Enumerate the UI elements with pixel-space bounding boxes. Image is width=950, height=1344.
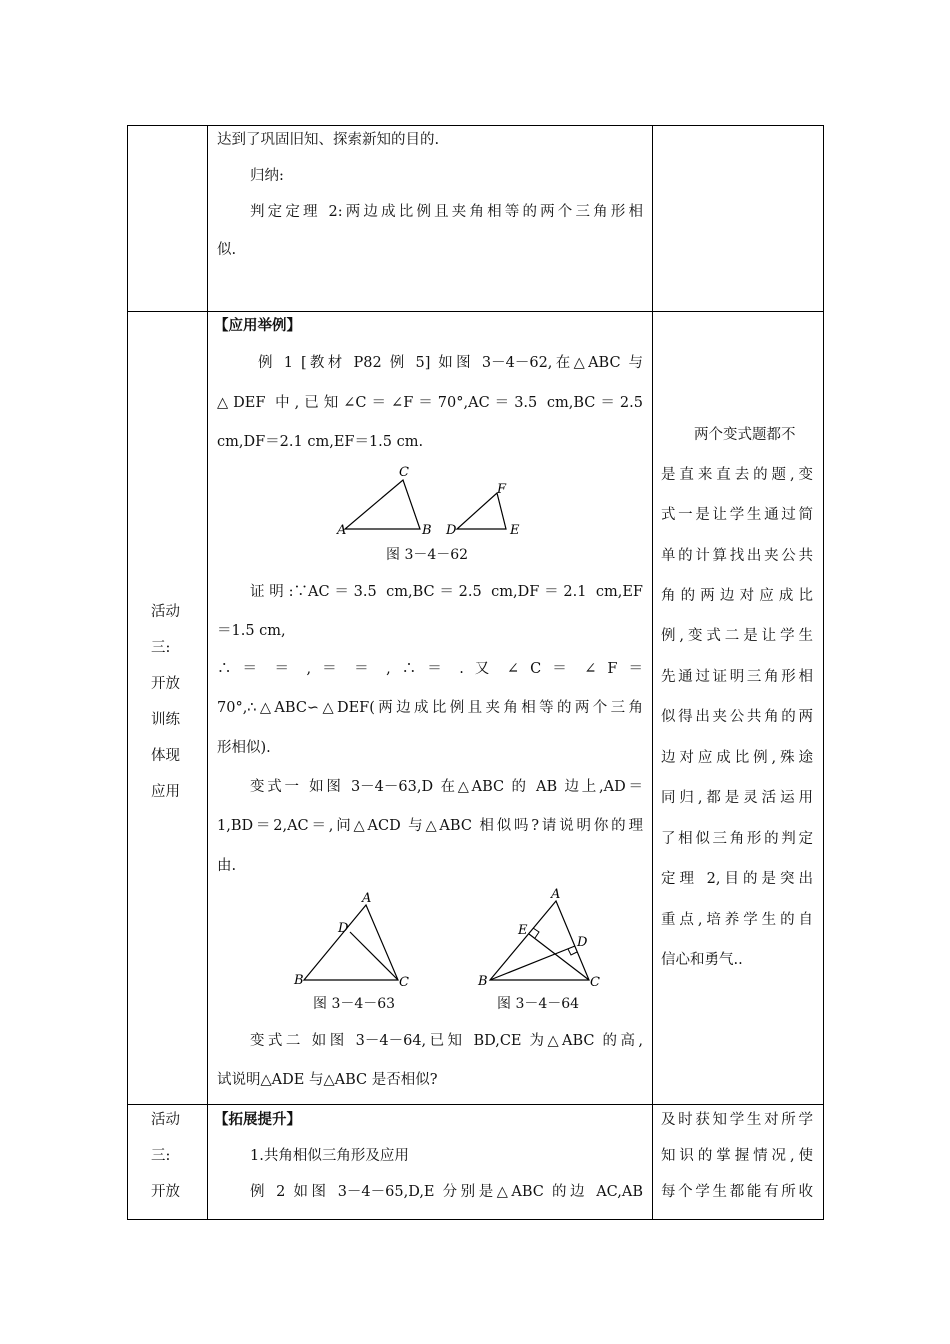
row3-line-1: 1.共角相似三角形及应用 bbox=[250, 1148, 409, 1164]
activity-label-line: 活动 bbox=[151, 1112, 180, 1128]
figure-3-4-64 bbox=[474, 884, 604, 996]
variant1-line-1: 变式一 如图 3－4－63,D 在△ABC 的 AB 边上,AD＝ bbox=[250, 779, 643, 795]
note-line: 了相似三角形的判定 bbox=[661, 831, 813, 847]
triangle-abc bbox=[304, 905, 398, 980]
table-row-divider-1 bbox=[127, 311, 824, 312]
note-line: 同归,都是灵活运用 bbox=[661, 790, 813, 806]
label-d: D bbox=[577, 935, 588, 950]
section-heading-extension: 【拓展提升】 bbox=[214, 1111, 301, 1128]
table-border-bottom bbox=[127, 1219, 824, 1220]
activity-label-line: 体现 bbox=[151, 748, 180, 764]
proof-line-2: ＝1.5 cm, bbox=[217, 623, 286, 639]
label-c: C bbox=[590, 975, 600, 990]
label-a: A bbox=[337, 523, 347, 538]
activity-label-line: 活动 bbox=[151, 604, 180, 620]
row1-line-3: 判定定理 2:两边成比例且夹角相等的两个三角形相 bbox=[250, 204, 643, 220]
note-line: 两个变式题都不 bbox=[694, 427, 796, 443]
row3-line-2: 例 2 如图 3－4－65,D,E 分别是△ABC 的边 AC,AB bbox=[250, 1184, 643, 1200]
label-d: D bbox=[446, 523, 457, 538]
activity-label-line: 三: bbox=[151, 1148, 171, 1164]
table-col-divider-1 bbox=[207, 125, 208, 1220]
label-f: F bbox=[497, 482, 507, 497]
activity-label-line: 三: bbox=[151, 640, 171, 656]
proof-line-1: 证明:∵AC＝3.5 cm,BC＝2.5 cm,DF＝2.1 cm,EF bbox=[250, 584, 643, 600]
figure-3-4-62 bbox=[335, 462, 535, 542]
note-line: 角的两边对应成比 bbox=[661, 588, 813, 604]
note-line: 是直来直去的题,变 bbox=[661, 467, 813, 483]
note-line: 知识的掌握情况,使 bbox=[661, 1148, 813, 1164]
note-line: 单的计算找出夹公共 bbox=[661, 548, 813, 564]
note-line: 边对应成比例,殊途 bbox=[661, 750, 813, 766]
triangle-abc bbox=[345, 480, 420, 529]
variant1-line-3: 由. bbox=[217, 858, 237, 874]
label-a: A bbox=[551, 887, 561, 902]
right-angle-mark-d bbox=[568, 949, 577, 955]
label-d: D bbox=[338, 921, 349, 936]
note-line: 先通过证明三角形相 bbox=[661, 669, 813, 685]
note-line: 重点,培养学生的自 bbox=[661, 912, 813, 928]
activity-label-line: 开放 bbox=[151, 1184, 180, 1200]
example1-line-3: cm,DF＝2.1 cm,EF＝1.5 cm. bbox=[217, 434, 424, 450]
table-row-divider-2 bbox=[127, 1104, 824, 1105]
proof-line-3: ∴ ＝ ＝ , ＝ ＝ , ∴ ＝ . 又 ∠ C ＝ ∠ F ＝ bbox=[217, 661, 643, 677]
label-c: C bbox=[399, 975, 409, 990]
note-line: 信心和勇气.. bbox=[661, 952, 743, 968]
activity-label-line: 应用 bbox=[151, 784, 180, 800]
right-angle-mark-e bbox=[533, 928, 539, 938]
table-border-left bbox=[127, 125, 128, 1220]
segment-be bbox=[490, 946, 575, 980]
table-border-top bbox=[127, 125, 824, 126]
example1-line-2: △DEF 中,已知∠C＝∠F＝70°,AC＝3.5 cm,BC＝2.5 bbox=[217, 395, 643, 411]
label-a: A bbox=[362, 891, 372, 906]
activity-label-line: 训练 bbox=[151, 712, 180, 728]
label-b: B bbox=[422, 523, 432, 538]
note-line: 每个学生都能有所收 bbox=[661, 1184, 813, 1200]
segment-cd bbox=[350, 932, 398, 980]
proof-line-5: 形相似). bbox=[217, 740, 271, 756]
row1-line-1: 达到了巩固旧知、探索新知的目的. bbox=[217, 132, 440, 148]
note-line: 似得出夹公共角的两 bbox=[661, 709, 813, 725]
proof-line-4: 70°,∴△ABC∽△DEF(两边成比例且夹角相等的两个三角 bbox=[217, 700, 643, 716]
row1-line-4: 似. bbox=[217, 242, 237, 258]
note-line: 例,变式二是让学生 bbox=[661, 628, 813, 644]
figure-caption-62: 图 3－4－62 bbox=[386, 547, 469, 563]
section-heading-application: 【应用举例】 bbox=[214, 317, 301, 334]
label-e: E bbox=[510, 523, 520, 538]
table-col-divider-2 bbox=[652, 125, 653, 1220]
variant2-line-1: 变式二 如图 3－4－64,已知 BD,CE 为△ABC 的高, bbox=[250, 1033, 643, 1049]
note-line: 式一是让学生通过简 bbox=[661, 507, 813, 523]
label-e: E bbox=[518, 923, 528, 938]
example1-line-1: 例 1 [教材 P82 例 5] 如图 3－4－62,在△ABC 与 bbox=[258, 355, 643, 371]
triangle-def bbox=[457, 493, 506, 529]
note-line: 及时获知学生对所学 bbox=[661, 1112, 813, 1128]
note-line: 定理 2,目的是突出 bbox=[661, 871, 813, 887]
figure-caption-64: 图 3－4－64 bbox=[497, 996, 580, 1012]
activity-label-line: 开放 bbox=[151, 676, 180, 692]
table-border-right bbox=[823, 125, 824, 1220]
label-b: B bbox=[294, 973, 304, 988]
label-c: C bbox=[399, 465, 409, 480]
figure-caption-63: 图 3－4－63 bbox=[313, 996, 396, 1012]
row1-line-2: 归纳: bbox=[250, 168, 284, 184]
figure-3-4-63 bbox=[290, 888, 420, 998]
variant1-line-2: 1,BD＝2,AC＝,问△ACD 与△ABC 相似吗?请说明你的理 bbox=[217, 818, 643, 834]
label-b: B bbox=[478, 974, 488, 989]
variant2-line-2: 试说明△ADE 与△ABC 是否相似? bbox=[217, 1072, 438, 1088]
